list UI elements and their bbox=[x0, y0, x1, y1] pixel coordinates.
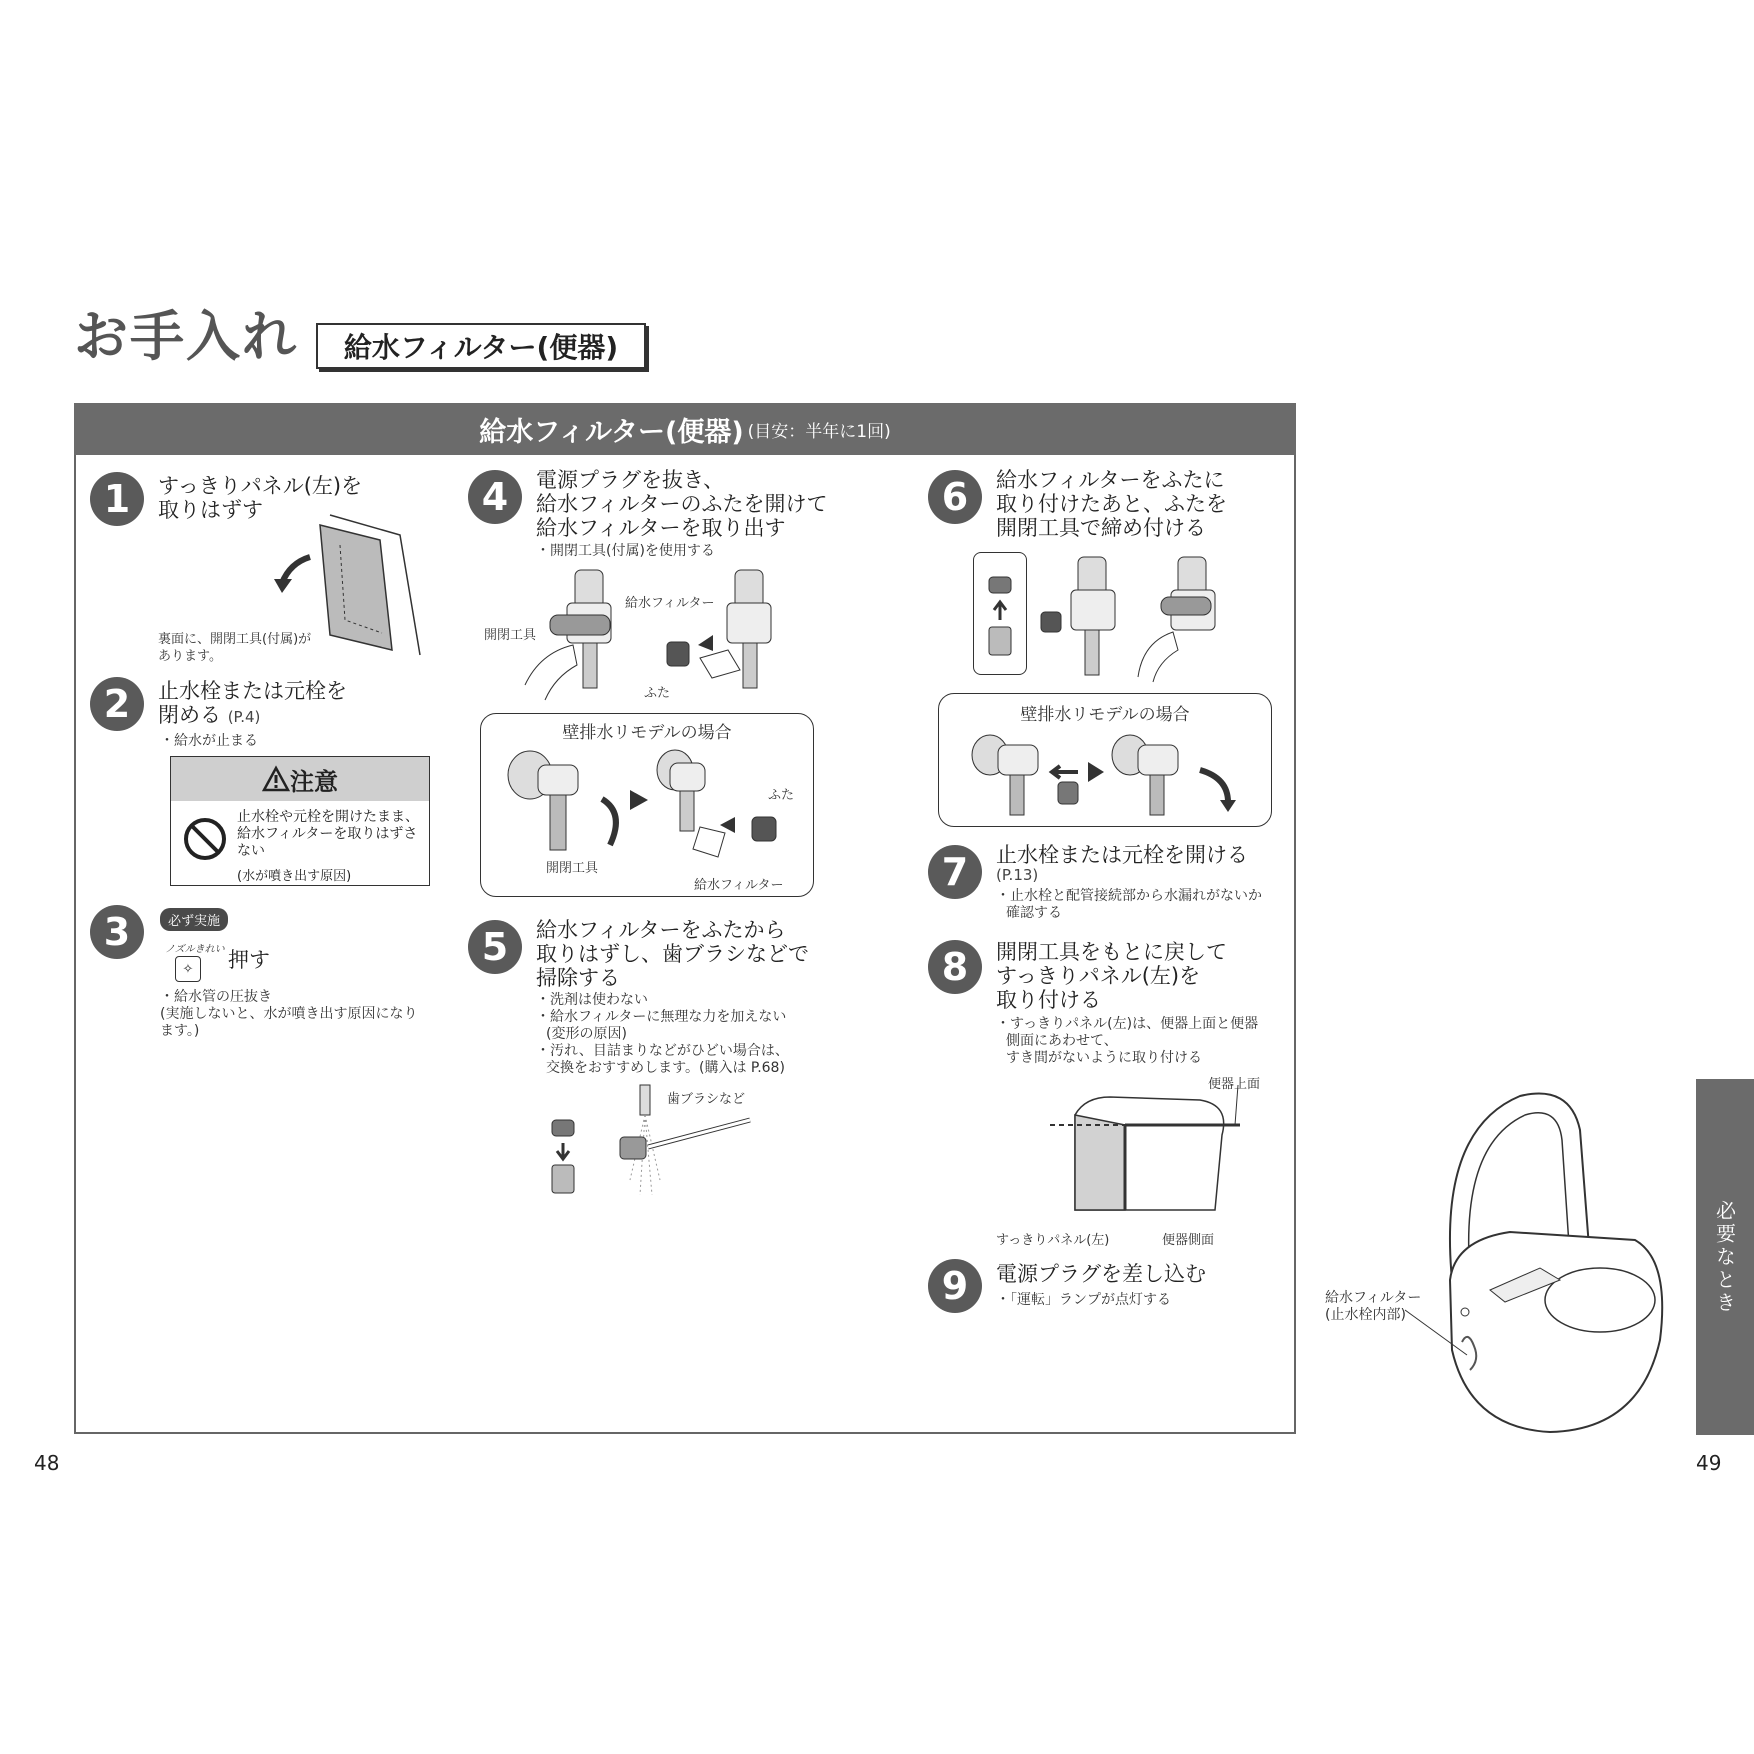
step-6-line1: 給水フィルターをふたに bbox=[996, 468, 1225, 492]
step-2-ref: (P.4) bbox=[227, 708, 261, 726]
nozzle-clean-button-icon: ✧ bbox=[175, 956, 201, 982]
caution-line2: 給水フィルターを取りはずさ bbox=[237, 826, 418, 842]
step-4-line2: 給水フィルターのふたを開けて bbox=[536, 492, 828, 516]
step-8-note-line3: すき間がないように取り付ける bbox=[1006, 1050, 1202, 1066]
toilet-illustration bbox=[1430, 1090, 1670, 1435]
step-2-line1: 止水栓または元栓を bbox=[158, 679, 347, 703]
step-3-number: 3 bbox=[90, 905, 144, 959]
toilet-filter-label-line1: 給水フィルター bbox=[1325, 1290, 1422, 1306]
step-8-line1: 開閉工具をもとに戻して bbox=[996, 940, 1227, 964]
wall-remodel-2-title: 壁排水リモデルの場合 bbox=[1020, 705, 1190, 725]
step-6-text bbox=[996, 468, 1227, 540]
step-5-line3: 掃除する bbox=[536, 966, 620, 990]
filter-install-illustration bbox=[973, 552, 1273, 687]
step-7-ref: (P.13) bbox=[996, 866, 1039, 884]
step-9-note: ・「運転」ランプが点灯する bbox=[996, 1292, 1171, 1308]
wall-remodel-1-label-filter: 給水フィルター bbox=[694, 878, 784, 893]
page-subtitle-box bbox=[316, 323, 646, 369]
step-8-line2: すっきりパネル(左)を bbox=[996, 964, 1201, 988]
nozzle-clean-label: ノズルきれい bbox=[165, 944, 225, 955]
step-8-label-top: 便器上面 bbox=[1208, 1077, 1261, 1092]
wall-remodel-1-title: 壁排水リモデルの場合 bbox=[562, 723, 732, 743]
filter-removal-illustration bbox=[515, 565, 775, 700]
page-number-right: 49 bbox=[1696, 1451, 1722, 1475]
step-8-note-line1: ・すっきりパネル(左)は、便器上面と便器 bbox=[996, 1016, 1259, 1032]
section-title: 給水フィルター(便器) bbox=[479, 416, 744, 448]
prohibition-icon bbox=[183, 817, 227, 861]
wall-remodel-2-illustration bbox=[960, 730, 1260, 820]
wall-remodel-1-label-lid: ふた bbox=[768, 788, 795, 803]
step-4-label-tool: 開閉工具 bbox=[484, 628, 537, 643]
step-4-number: 4 bbox=[468, 470, 522, 524]
step-5-note-line3: (変形の原因) bbox=[546, 1026, 627, 1042]
step-4-note: ・開閉工具(付属)を使用する bbox=[536, 543, 715, 559]
step-9-text: 電源プラグを差し込む bbox=[996, 1262, 1206, 1286]
page-subtitle: 給水フィルター(便器) bbox=[343, 331, 619, 364]
step-3-note-line2: (実施しないと、水が噴き出す原因になり bbox=[160, 1006, 418, 1022]
step-5-text bbox=[536, 918, 809, 990]
step-5-note-line2: ・給水フィルターに無理な力を加えない bbox=[536, 1009, 787, 1025]
wall-remodel-1-label-tool: 開閉工具 bbox=[546, 861, 599, 876]
step-5-note-line1: ・洗剤は使わない bbox=[536, 992, 648, 1008]
side-tab-label: 必要なとき bbox=[1712, 1199, 1737, 1315]
step-1-note-line2: あります。 bbox=[158, 649, 222, 664]
step-5-number: 5 bbox=[468, 920, 522, 974]
step-5-line1: 給水フィルターをふたから bbox=[536, 918, 786, 942]
step-8-note-line2: 側面にあわせて、 bbox=[1006, 1033, 1118, 1049]
warning-triangle-icon bbox=[262, 766, 290, 792]
step-3-note-line1: ・給水管の圧抜き bbox=[160, 989, 272, 1005]
step-5-notes bbox=[536, 992, 789, 1077]
step-2-note: ・給水が止まる bbox=[160, 733, 258, 749]
step-7-number: 7 bbox=[928, 845, 982, 899]
step-4-line1: 電源プラグを抜き、 bbox=[536, 468, 725, 492]
panel-fit-diagram bbox=[1050, 1095, 1250, 1220]
step-2-line2: 閉める bbox=[158, 703, 221, 727]
side-tab[interactable] bbox=[1696, 1079, 1754, 1435]
caution-title: 注意 bbox=[290, 767, 338, 796]
page-title: お手入れ bbox=[74, 305, 298, 368]
step-7-text: 止水栓または元栓を開ける bbox=[996, 843, 1248, 867]
step-5-note-line4: ・汚れ、目詰まりなどがひどい場合は、 bbox=[536, 1043, 789, 1059]
caution-line1: 止水栓や元栓を開けたまま、 bbox=[237, 809, 419, 825]
step-8-line3: 取り付ける bbox=[996, 988, 1101, 1012]
step-5-line2: 取りはずし、歯ブラシなどで bbox=[536, 942, 809, 966]
step-4-text bbox=[536, 468, 827, 540]
toilet-filter-label-line2: (止水栓内部) bbox=[1325, 1307, 1406, 1323]
step-6-line2: 取り付けたあと、ふたを bbox=[996, 492, 1227, 516]
step-8-number: 8 bbox=[928, 940, 982, 994]
step-9-number: 9 bbox=[928, 1259, 982, 1313]
step-8-label-side: 便器側面 bbox=[1162, 1233, 1215, 1248]
caution-box bbox=[170, 756, 430, 886]
step-7-note-line1: ・止水栓と配管接続部から水漏れがないか bbox=[996, 888, 1262, 904]
section-note: (目安：半年に1回) bbox=[747, 421, 891, 442]
step-1-note bbox=[158, 631, 311, 665]
must-do-badge: 必ず実施 bbox=[160, 908, 228, 931]
caution-sub: (水が噴き出す原因) bbox=[237, 869, 352, 884]
caution-line3: ない bbox=[237, 843, 265, 859]
step-5-label-brush: 歯ブラシなど bbox=[667, 1092, 746, 1107]
step-1-number: 1 bbox=[90, 472, 144, 526]
step-5-note-line5: 交換をおすすめします。(購入は P.68) bbox=[546, 1060, 785, 1076]
step-6-number: 6 bbox=[928, 470, 982, 524]
step-2-number: 2 bbox=[90, 677, 144, 731]
step-3-action: 押す bbox=[228, 948, 270, 972]
step-7-note bbox=[996, 888, 1262, 922]
step-6-line3: 開閉工具で締め付ける bbox=[996, 516, 1206, 540]
step-8-text bbox=[996, 940, 1227, 1012]
step-1-note-line1: 裏面に、開閉工具(付属)が bbox=[158, 632, 312, 647]
caution-header bbox=[171, 757, 429, 801]
step-4-label-filter: 給水フィルター bbox=[625, 596, 715, 611]
section-header-bar bbox=[74, 403, 1296, 455]
toilet-filter-label bbox=[1325, 1290, 1421, 1324]
step-8-note bbox=[996, 1016, 1258, 1067]
step-3-note-line3: ます。) bbox=[160, 1023, 200, 1039]
caution-body bbox=[237, 809, 419, 860]
step-3-note bbox=[160, 989, 417, 1040]
step-7-note-line2: 確認する bbox=[1006, 905, 1062, 921]
page-number-left: 48 bbox=[34, 1451, 60, 1475]
step-1-line1: すっきりパネル(左)を bbox=[158, 474, 363, 498]
step-4-label-lid: ふた bbox=[644, 686, 671, 701]
step-8-label-panel: すっきりパネル(左) bbox=[996, 1233, 1110, 1248]
step-2-text bbox=[158, 679, 347, 729]
step-1-line2: 取りはずす bbox=[158, 498, 263, 522]
wall-remodel-1-illustration bbox=[490, 745, 810, 875]
step-4-line3: 給水フィルターを取り出す bbox=[536, 516, 786, 540]
